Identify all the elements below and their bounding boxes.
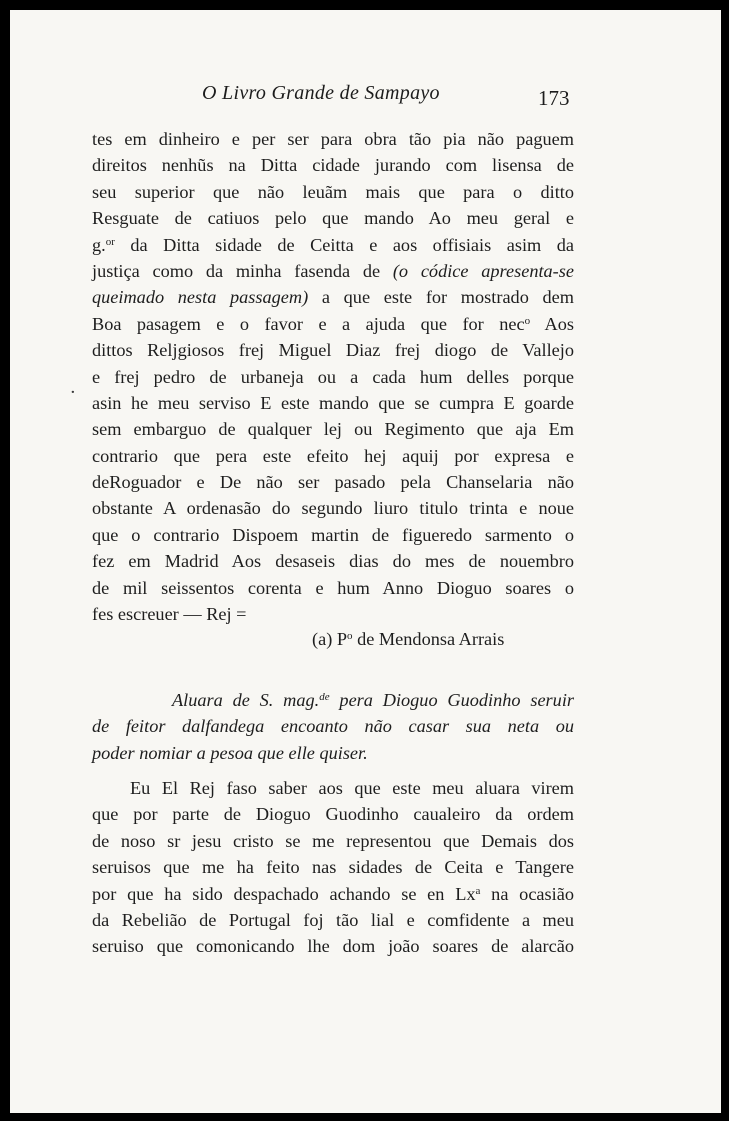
text-line: fez em Madrid Aos desaseis dias do mes de nouembro bbox=[92, 551, 574, 572]
text-line: direitos nenhũs na Ditta cidade jurando com lisensa de bbox=[92, 155, 574, 176]
abbrev-sup: o bbox=[524, 314, 531, 327]
abbrev-go-sup: or bbox=[105, 235, 115, 248]
heading-line: de feitor dalfandega encoanto não casar sua neta ou bbox=[92, 716, 574, 737]
signature bbox=[312, 629, 504, 650]
text-line: fes escreuer — Rej = bbox=[92, 604, 247, 625]
book-page bbox=[10, 10, 721, 1113]
text-line: tes em dinheiro e per ser para obra tão pia não paguem bbox=[92, 129, 574, 149]
text-line: sem embarguo de qualquer lej ou Regimento que aja Em bbox=[92, 419, 574, 440]
margin-dot: · bbox=[70, 382, 76, 403]
text-line bbox=[92, 881, 574, 907]
text-line bbox=[92, 258, 574, 284]
document-heading bbox=[92, 687, 574, 766]
text-line: asin he meu serviso E este mando que se cumpra E goarde bbox=[92, 392, 574, 413]
text-line-part: Boa pasagem e o favor e a ajuda que for nec bbox=[92, 313, 525, 334]
text-line bbox=[92, 232, 574, 258]
text-line-part: por que ha sido despachado achando se en Lx bbox=[92, 883, 476, 904]
heading-part: Aluara de S. mag. bbox=[172, 690, 320, 710]
signature-name: de Mendonsa Arrais bbox=[352, 629, 505, 649]
text-line: deRoguador e De não ser pasado pela Chanselaria não bbox=[92, 472, 574, 493]
text-line-part: Aos bbox=[544, 313, 574, 334]
text-line: Eu El Rej faso saber aos que este meu aluara virem bbox=[130, 778, 574, 798]
heading-part: pera Dioguo Guodinho seruir bbox=[329, 690, 575, 710]
body-paragraph bbox=[92, 126, 574, 627]
text-line: da Rebelião de Portugal foj tão lial e comfidente a meu bbox=[92, 909, 574, 930]
text-line bbox=[92, 311, 574, 337]
abbrev-go: g. bbox=[92, 234, 106, 255]
heading-line bbox=[92, 687, 574, 713]
text-line: dittos Reljgiosos frej Miguel Diaz frej diogo de Vallejo bbox=[92, 340, 574, 361]
text-line bbox=[92, 284, 574, 310]
text-line: de noso sr jesu cristo se me representou que Demais dos bbox=[92, 830, 574, 851]
editorial-note: queimado nesta passagem) bbox=[92, 287, 309, 308]
text-line: contrario que pera este efeito hej aquij por expresa e bbox=[92, 445, 574, 466]
text-line: de mil seissentos corenta e hum Anno Dioguo soares o bbox=[92, 577, 574, 598]
text-line-part: a que este for mostrado dem bbox=[321, 287, 574, 308]
abbrev-sup: a bbox=[475, 884, 481, 897]
page-number: 173 bbox=[538, 86, 570, 110]
signature-prefix: (a) P bbox=[312, 629, 348, 649]
text-line: que o contrario Dispoem martin de figueredo sarmento o bbox=[92, 524, 574, 545]
text-line: Resguate de catiuos pelo que mando Ao meu geral e bbox=[92, 208, 574, 229]
text-line: seu superior que não leuãm mais que para o ditto bbox=[92, 181, 574, 202]
page-header bbox=[10, 82, 721, 112]
text-line-part: na ocasião bbox=[491, 883, 574, 904]
text-line-part: da Ditta sidade de Ceitta e aos offisiais asim da bbox=[130, 234, 574, 255]
heading-sup: de bbox=[319, 691, 330, 703]
text-line: seruiso que comonicando lhe dom joão soares de alarcão bbox=[92, 936, 574, 957]
text-line-part: justiça como da minha fasenda de bbox=[92, 260, 381, 281]
text-line: e frej pedro de urbaneja ou a cada hum delles porque bbox=[92, 366, 574, 387]
editorial-note: (o códice apresenta-se bbox=[392, 260, 574, 281]
text-line: seruisos que me ha feito nas sidades de Ceita e Tangere bbox=[92, 857, 574, 878]
heading-line: poder nomiar a pesoa que elle quiser. bbox=[92, 742, 368, 763]
body-paragraph-2 bbox=[92, 775, 574, 960]
text-line: que por parte de Dioguo Guodinho caualeiro da ordem bbox=[92, 804, 574, 825]
signature-sup: o bbox=[347, 630, 353, 642]
running-title: O Livro Grande de Sampayo bbox=[202, 82, 440, 104]
text-line: obstante A ordenasão do segundo liuro titulo trinta e noue bbox=[92, 498, 574, 519]
